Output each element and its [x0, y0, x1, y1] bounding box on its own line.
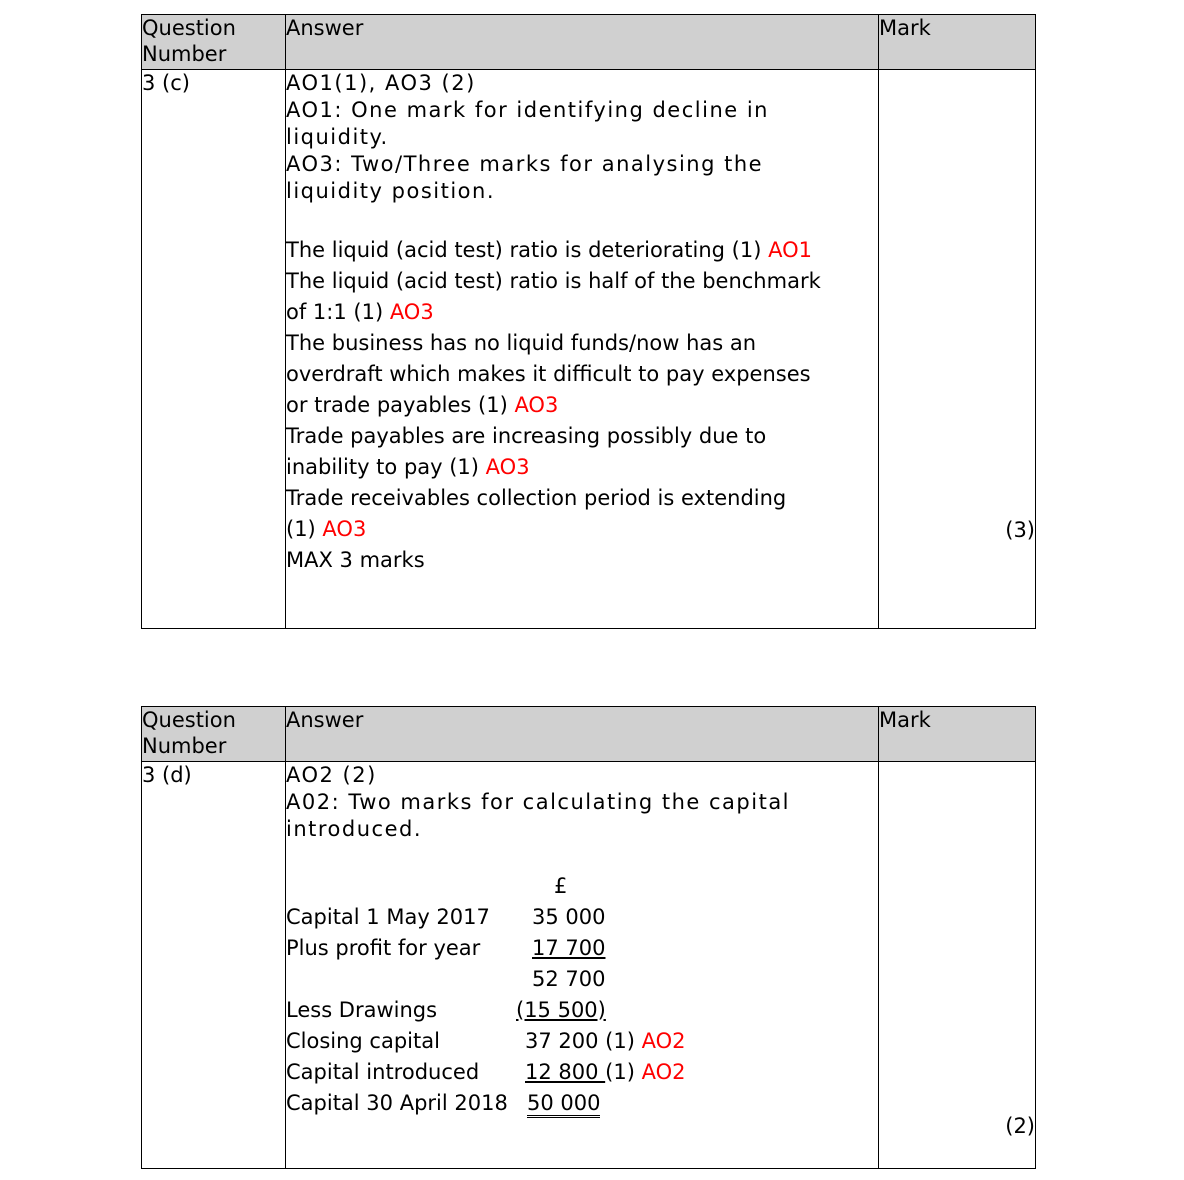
ao-line: introduced.: [286, 817, 423, 841]
ao-tag: AO1: [768, 238, 812, 262]
point-text: Trade payables are increasing possibly due to: [286, 424, 767, 448]
point-text: The liquid (acid test) ratio is half of the benchmark: [286, 269, 821, 293]
ao-line: A02: Two marks for calculating the capital: [286, 790, 791, 814]
calc-value: (15 500): [516, 998, 606, 1022]
calc-note: (1): [605, 1060, 642, 1084]
calc-row: [286, 1057, 878, 1088]
ao-tag: AO3: [514, 393, 559, 417]
max-marks: MAX 3 marks: [286, 548, 425, 572]
question-number: 3 (d): [142, 762, 286, 1169]
point-text: overdraft which makes it difficult to pay expenses: [286, 362, 811, 386]
mark-value: (2): [1005, 1114, 1035, 1138]
point-text: (1): [286, 517, 323, 541]
calc-label: Capital 1 May 2017: [286, 905, 490, 929]
point-text: Trade receivables collection period is extending: [286, 486, 787, 510]
answer-point: [286, 266, 878, 328]
calc-value: 37 200: [525, 1029, 599, 1053]
mark-cell: [879, 70, 1036, 629]
calc-label: Capital introduced: [286, 1060, 480, 1084]
ao-tag: AO2: [641, 1060, 686, 1084]
header-question-number: Question Number: [142, 707, 286, 762]
calc-value: 50 000: [527, 1091, 600, 1118]
capital-calculation: [286, 871, 878, 1119]
calc-row: [286, 933, 878, 964]
answer-cell: [286, 762, 879, 1169]
calc-value: 52 700: [532, 967, 606, 991]
calc-value: 12 800: [525, 1060, 606, 1084]
point-text: The liquid (acid test) ratio is deteriorating (1): [286, 238, 769, 262]
ao-line: AO1: One mark for identifying decline in: [286, 98, 769, 122]
calc-row: [286, 1088, 878, 1119]
header-mark: Mark: [879, 707, 1036, 762]
calc-row: [286, 995, 878, 1026]
calc-note: (1): [598, 1029, 642, 1053]
calc-row: [286, 964, 878, 995]
header-answer: Answer: [286, 15, 879, 70]
currency-symbol: £: [554, 874, 568, 898]
ao-line: liquidity position.: [286, 179, 495, 203]
ao-tag: AO3: [322, 517, 367, 541]
point-text: of 1:1 (1): [286, 300, 390, 324]
calc-row: [286, 902, 878, 933]
calc-value: 35 000: [532, 905, 606, 929]
calc-label: Closing capital: [286, 1029, 440, 1053]
header-row: [142, 707, 1036, 762]
ao-line: AO1(1), AO3 (2): [286, 71, 476, 95]
header-question-number: Question Number: [142, 15, 286, 70]
calc-row: [286, 1026, 878, 1057]
ao-line: AO2 (2): [286, 763, 377, 787]
ao-tag: AO3: [485, 455, 530, 479]
mark-scheme-table-3c: [141, 14, 1036, 629]
mark-scheme-table-3d: [141, 706, 1036, 1169]
answer-point: [286, 421, 878, 483]
calc-label: Plus profit for year: [286, 936, 481, 960]
ao-tag: AO3: [389, 300, 434, 324]
answer-point: [286, 235, 878, 266]
mark-value: (3): [1005, 518, 1035, 542]
answer-row: [142, 762, 1036, 1169]
question-number: 3 (c): [142, 70, 286, 629]
point-text: or trade payables (1): [286, 393, 515, 417]
header-answer: Answer: [286, 707, 879, 762]
ao-tag: AO2: [641, 1029, 686, 1053]
calc-label: Less Drawings: [286, 998, 438, 1022]
ao-line: liquidity.: [286, 125, 389, 149]
mark-cell: [879, 762, 1036, 1169]
calc-value: 17 700: [532, 936, 606, 960]
answer-row: [142, 70, 1036, 629]
calc-label: Capital 30 April 2018: [286, 1091, 508, 1115]
header-row: [142, 15, 1036, 70]
answer-point: [286, 328, 878, 421]
point-text: The business has no liquid funds/now has an: [286, 331, 757, 355]
answer-point: [286, 483, 878, 545]
point-text: inability to pay (1): [286, 455, 486, 479]
answer-cell: [286, 70, 879, 629]
ao-line: AO3: Two/Three marks for analysing the: [286, 152, 764, 176]
header-mark: Mark: [879, 15, 1036, 70]
